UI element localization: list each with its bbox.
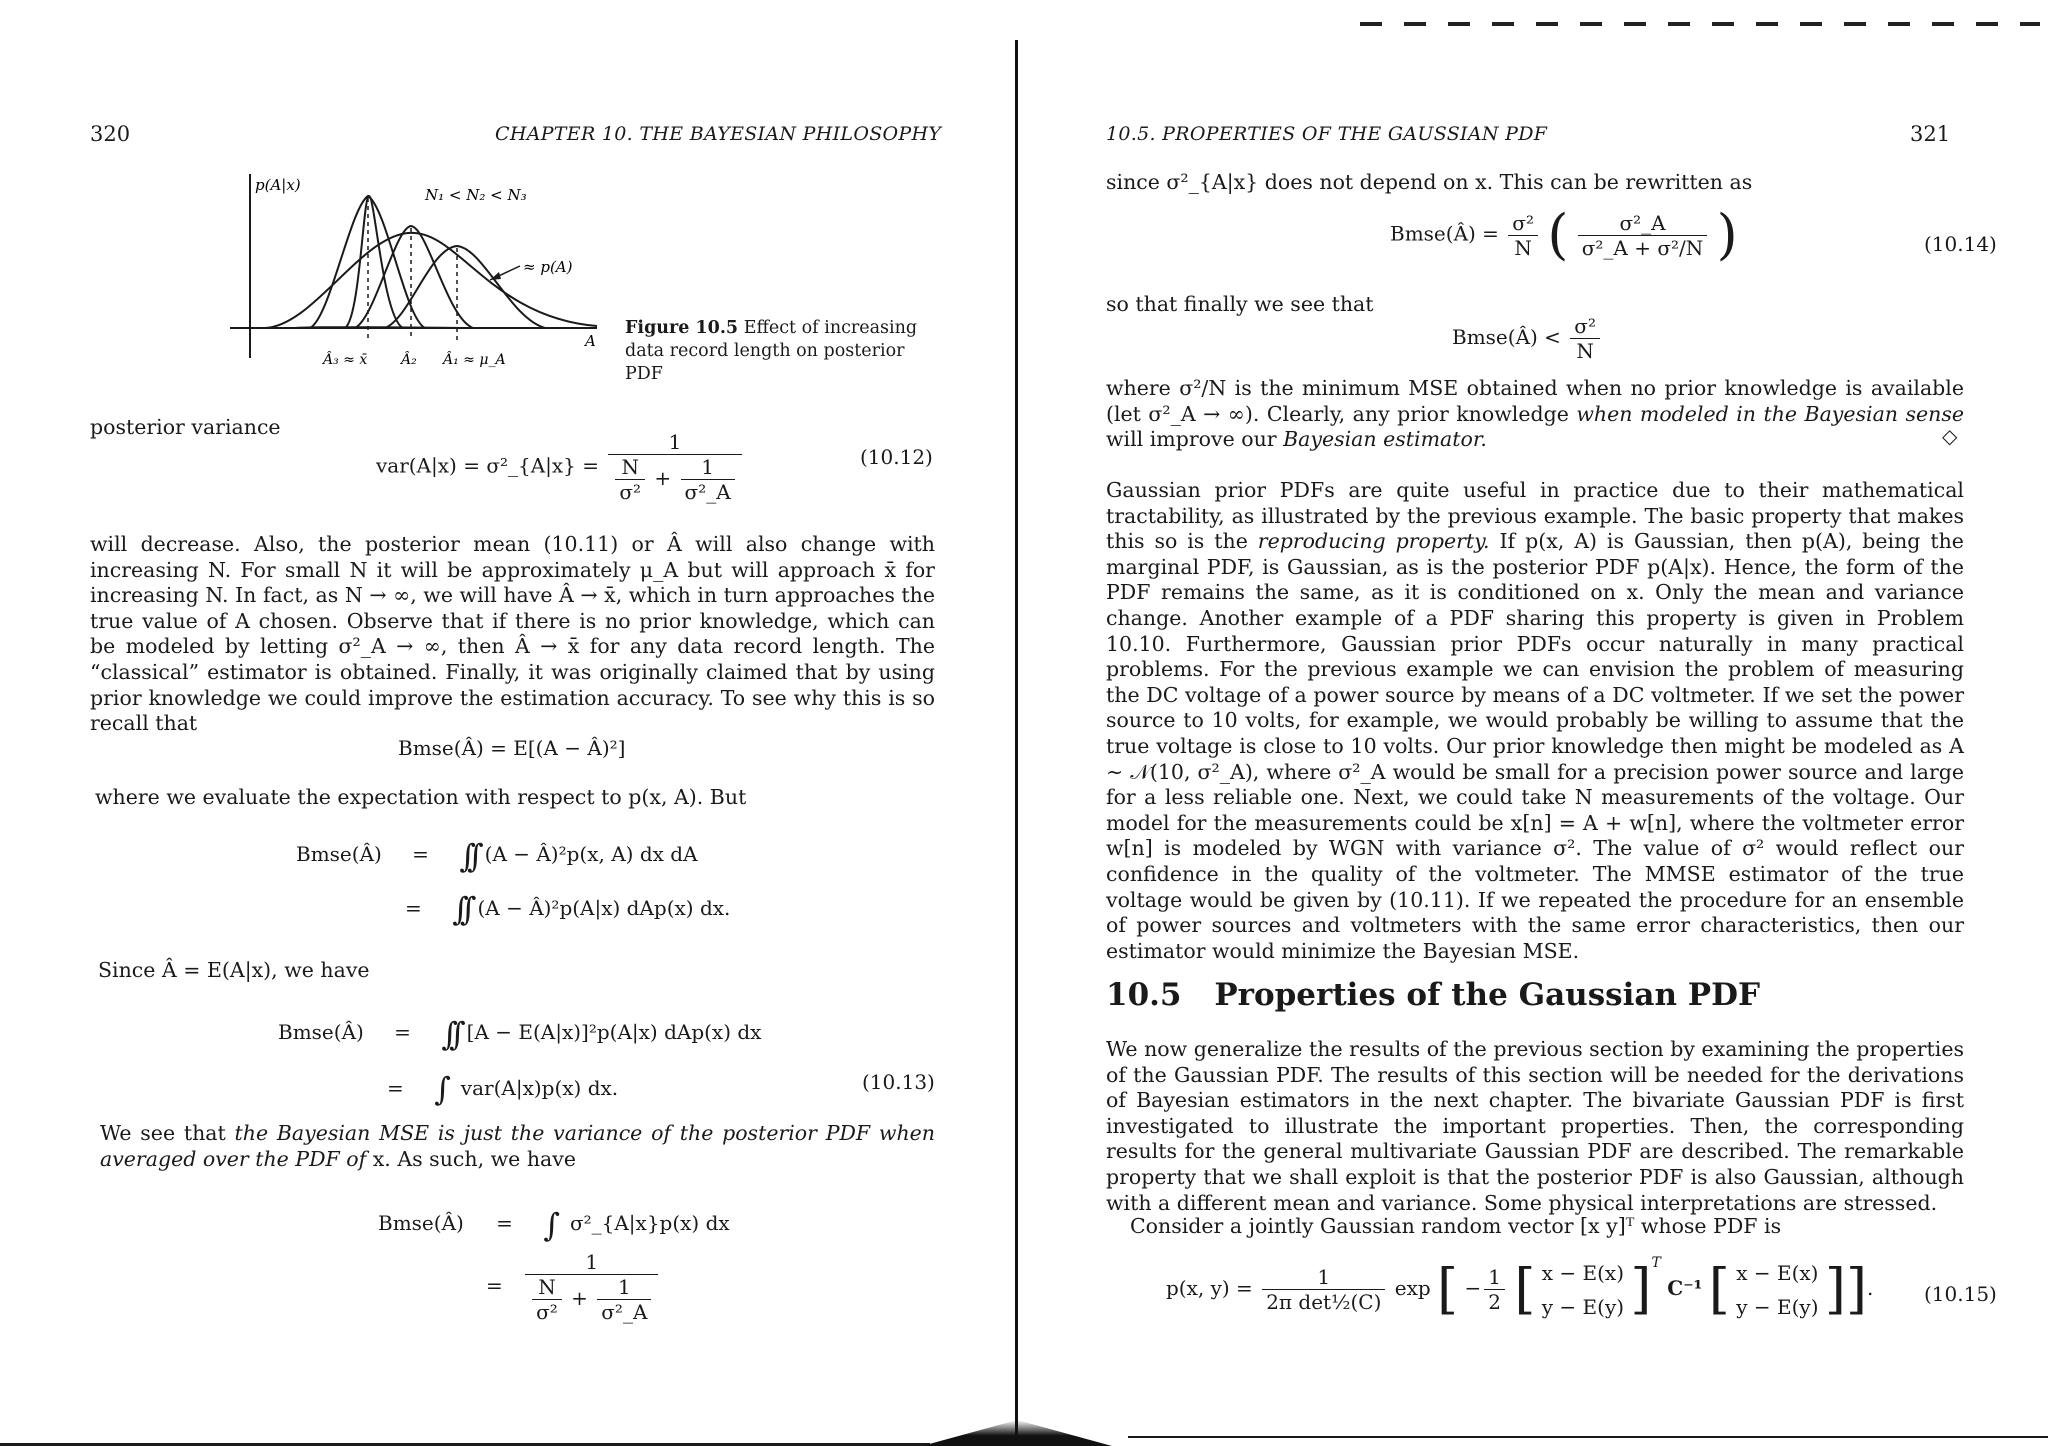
eq-final-eq2: = [486, 1273, 503, 1297]
open-paren: ( [1547, 203, 1569, 266]
eq-10-13-row-2 [278, 1061, 761, 1117]
eq-10-13-lhs: Bmse(Â) [278, 1020, 364, 1044]
vec-bottom: y − E(y) [1541, 1294, 1625, 1319]
eq-10-12-plus: + [654, 466, 672, 490]
eq-10-14-num: σ² [1512, 210, 1534, 235]
end-of-example-mark: ◇ [1942, 424, 1958, 448]
figure-caption-label: Figure 10.5 [625, 318, 739, 338]
paragraph-gaussian-priors [1106, 478, 1964, 964]
eq-ineq-den: N [1570, 338, 1600, 363]
eq-final-den-a [532, 1275, 562, 1324]
running-header: 10.5. PROPERTIES OF THE GAUSSIAN PDF [1106, 123, 1548, 145]
integral-sign: ∫ [543, 1205, 560, 1244]
eq-10-13-eq2: = [387, 1075, 404, 1100]
equation-bmse-integral [296, 828, 730, 935]
eq-bmse-integral-lhs: Bmse(Â) [296, 842, 382, 866]
section-title: Properties of the Gaussian PDF [1214, 977, 1761, 1013]
eq-10-15-half-num: 1 [1488, 1265, 1501, 1289]
double-integral-sign: ∫∫ [452, 890, 468, 928]
eq-10-14-inner [1578, 211, 1708, 260]
equation-bmse-definition: Bmse(Â) = E[(A − Â)²] [398, 736, 626, 760]
vec-top: x − E(x) [1541, 1260, 1625, 1285]
paragraph-minimum-mse-italic: when modeled in the Bayesian sense [1576, 401, 1964, 426]
eq-10-12-den-a-top: N [621, 455, 639, 479]
eq-final-den-b-bottom: σ²_A [597, 1299, 651, 1324]
paragraph-does-not-depend: since σ²_{A|x} does not depend on x. This can be rewritten as [1106, 170, 1753, 194]
posterior-pdf-figure [225, 168, 605, 368]
section-number: 10.5 [1106, 977, 1182, 1013]
close-paren: ) [1716, 203, 1738, 266]
eq-10-12-lhs: var(A|x) = σ²_{A|x} = [376, 453, 600, 478]
eq-final-line1: σ²_{A|x}p(x) dx [569, 1211, 730, 1235]
eq-10-12-den [608, 454, 741, 504]
prior-label: ≈ p(A) [523, 258, 573, 276]
eq-10-15-vector [1542, 1256, 1624, 1324]
eq-10-15-half-den: 2 [1484, 1289, 1505, 1314]
posterior-pdf-curve-n3 [385, 246, 545, 328]
eq-10-15-num: 1 [1317, 1265, 1331, 1289]
paragraph-bayesian-mse-a: We see that [100, 1121, 226, 1145]
eq-bmse-integral-line2: (A − Â)²p(A|x) dAp(x) dx. [477, 895, 731, 920]
eq-10-12-den-b [681, 455, 735, 504]
paragraph-posterior-variance: posterior variance [90, 415, 281, 439]
vec2-close-bracket: ] [1824, 1257, 1846, 1321]
right-page [1018, 0, 2048, 1446]
eq-final-row-2 [378, 1250, 730, 1324]
paragraph-gaussian-priors-b: If p(x, A) is Gaussian, then p(A), being the marginal PDF, is Gaussian, as is the posterior PDF p(A|x). Hence, the form of the PDF remains the same, as it is conditioned on x. Only the mean and variance change. Another example of a PDF sharing this property is given in Problem 10.10. Furthermore, Gaussian prior PDFs occur naturally in many practical problems. For the previous example we can envision the problem of measuring the DC voltage of a power source by means of a DC voltmeter. If we set the power source to 10 volts, for example, we would probably be willing to assume that the true voltage is close to 10 volts. Our prior knowledge then might be modeled as A ∼ 𝒩(10, σ²_A), where σ²_A would be small for a precision power source and large for a less reliable one. Next, we could take N measurements of the voltage. Our model for the measurements could be x[n] = A + w[n], where the voltmeter error w[n] is modeled by WGN with variance σ². The value of σ² would reflect our confidence in the quality of the voltmeter. The MMSE estimator of the true voltage would be given by (10.11). If we repeated the procedure for an ensemble of power sources and voltmeters with the same error characteristics, then our estimator would minimize the Bayesian MSE. [1106, 529, 1964, 963]
equation-number-10-14: (10.14) [1924, 232, 1997, 256]
eq-10-15-vector-2 [1736, 1256, 1818, 1324]
paragraph-gaussian-priors-italic: reproducing property. [1257, 529, 1490, 554]
paragraph-generalize: We now generalize the results of the previous section by examining the properties of the Gaussian PDF. The results of this section will be needed for the derivations of Bayesian estimators in the next chapter. The bivariate Gaussian PDF is first investigated to illustrate the important properties. Then, the corresponding results for the general multivariate Gaussian PDF are described. The remarkable property that we shall exploit is that the posterior PDF is also Gaussian, although with a different mean and variance. Some physical interpretations are stressed. [1106, 1037, 1964, 1215]
eq-final-lhs: Bmse(Â) [378, 1211, 464, 1235]
paragraph-posterior-mean: will decrease. Also, the posterior mean (10.11) or Â will also change with increasing N. For small N it will be approximately μ_A but will approach x̄ for increasing N. In fact, as N → ∞, we will have Â → x̄, which in turn approaches the true value of A chosen. Observe that if there is no prior knowledge, which can be modeled by letting σ²_A → ∞, then Â → x̄ for any data record length. The “classical” estimator is obtained. Finally, it was originally claimed that by using prior knowledge we could improve the estimation accuracy. To see why this is so recall that [90, 532, 935, 736]
eq-ineq-lhs: Bmse(Â) < [1452, 325, 1561, 349]
eq-final-den [525, 1274, 658, 1324]
paragraph-minimum-mse-b: will improve our [1106, 427, 1277, 452]
eq-bmse-integral-line1: (A − Â)²p(x, A) dx dA [484, 842, 698, 866]
relation-label: N₁ < N₂ < N₃ [425, 186, 527, 204]
paragraph-bayesian-mse-italic: the Bayesian MSE is just the variance of the posterior PDF when averaged over the PDF of [100, 1121, 936, 1171]
bottom-rule [1128, 1436, 2048, 1438]
eq-10-13-line2: var(A|x)p(x) dx. [460, 1075, 619, 1100]
equation-number-10-13: (10.13) [862, 1070, 935, 1094]
eq-final-fraction [525, 1250, 658, 1324]
eq-10-12-den-a-bottom: σ² [615, 479, 645, 504]
eq-bmse-integral-row-1 [296, 828, 730, 882]
eq-final-den-b [597, 1275, 651, 1324]
eq-bmse-integral-eq2: = [405, 895, 422, 920]
eq-10-15-den: 2π det½(C) [1262, 1289, 1385, 1314]
eq-ineq-num: σ² [1574, 314, 1596, 338]
prior-pdf-curve [265, 233, 597, 328]
eq-10-12-num: 1 [668, 430, 682, 454]
vec-open-bracket: [ [1514, 1257, 1536, 1321]
paragraph-so-that: so that finally we see that [1106, 292, 1374, 316]
eq-10-14-lhs: Bmse(Â) = [1390, 221, 1499, 246]
page-number: 321 [1910, 122, 1951, 146]
integral-sign: ∫ [434, 1070, 451, 1108]
double-integral-sign: ∫∫ [441, 1014, 457, 1053]
double-integral-sign: ∫∫ [459, 836, 475, 875]
eq-final-row-1 [378, 1198, 730, 1250]
eq-10-13-row-1 [278, 1005, 761, 1061]
open-bracket: [ [1437, 1257, 1459, 1321]
eq-bmse-integral-row-2 [296, 882, 730, 936]
paragraph-minimum-mse [1106, 376, 1964, 453]
equation-bmse-final [378, 1198, 730, 1324]
equation-inequality [1452, 314, 1603, 363]
eq-final-num: 1 [585, 1249, 599, 1274]
x-axis-label: A [585, 332, 596, 350]
eq-bmse-integral-eq1: = [412, 842, 429, 866]
paragraph-since: Since Â = E(A|x), we have [98, 958, 370, 982]
eq-final-den-b-top: 1 [617, 1274, 631, 1299]
paragraph-minimum-mse-a: where σ²/N is the minimum MSE obtained when no prior knowledge is available (let σ²_A → ∞). Clearly, any prior knowledge [1106, 376, 1964, 426]
left-page [0, 0, 1015, 1446]
eq-10-15-half [1484, 1265, 1505, 1314]
eq-10-13-eq1: = [394, 1020, 411, 1044]
equation-10-13 [278, 1005, 761, 1116]
figure-caption-text: Effect of increasing data record length on posterior PDF [625, 318, 918, 384]
eq-final-plus: + [571, 1285, 588, 1310]
paragraph-bayesian-mse [100, 1121, 935, 1172]
vec-close-bracket: ] [1630, 1257, 1652, 1321]
cinv: C⁻¹ [1667, 1276, 1703, 1300]
paragraph-consider: Consider a jointly Gaussian random vector [x y]ᵀ whose PDF is [1130, 1214, 1782, 1238]
eq-10-14-den: N [1508, 235, 1538, 260]
eq-10-14-frac [1508, 211, 1538, 260]
y-axis-label: p(A|x) [255, 176, 301, 194]
section-heading [1106, 977, 1760, 1013]
eq-final-den-a-bottom: σ² [532, 1299, 562, 1324]
eq-10-12-den-a [615, 455, 645, 504]
eq-10-13-line1: [A − E(A|x)]²p(A|x) dAp(x) dx [466, 1020, 762, 1044]
tick-label-a2: Â₂ [401, 352, 417, 368]
equation-number-10-12: (10.12) [860, 445, 933, 469]
close-bracket: ] [1845, 1257, 1868, 1321]
transpose-mark: T [1651, 1255, 1661, 1271]
equation-10-12 [376, 430, 745, 504]
tick-label-a1: Â₁ ≈ μ_A [443, 352, 506, 368]
running-header: CHAPTER 10. THE BAYESIAN PHILOSOPHY [495, 123, 942, 145]
figure-caption [625, 317, 930, 386]
paragraph-bayesian-mse-b: x. As such, we have [372, 1146, 576, 1171]
eq-10-12-fraction [608, 430, 741, 504]
vec2-open-bracket: [ [1708, 1257, 1730, 1321]
paragraph-minimum-mse-italic2: Bayesian estimator. [1283, 427, 1487, 452]
page-number: 320 [90, 122, 131, 146]
eq-final-den-a-top: N [538, 1274, 556, 1299]
equation-10-14 [1390, 203, 1738, 266]
paragraph-gaussian-priors-a: Gaussian prior PDFs are quite useful in practice due to their mathematical tractability, as illustrated by the previous example. The basic property that makes this so is the [1106, 478, 1964, 554]
equation-number-10-15: (10.15) [1924, 1282, 1997, 1306]
vec2-top: x − E(x) [1736, 1260, 1819, 1285]
eq-10-15-minus: − [1464, 1276, 1482, 1300]
eq-10-14-inner-num: σ²_A [1619, 210, 1666, 235]
equation-10-15: p(x, y) = $\frac{1}{\text{2π det½(C)}}$ exp [ − $\frac{1}{2}$ [ x − E(x) y − E(y) ]$^T$ C⁻¹ [ x − E(x) y − E(y) ]]. [1166, 1255, 1873, 1324]
eq-10-15-frac [1262, 1265, 1385, 1314]
eq-final-eq1: = [496, 1211, 513, 1235]
eq-10-15-lhs: p(x, y) = [1166, 1276, 1253, 1300]
eq-10-15-exp: exp [1394, 1276, 1431, 1300]
eq-10-12-den-b-bottom: σ²_A [681, 479, 735, 504]
tick-label-a3: Â₃ ≈ x̄ [323, 352, 368, 368]
eq-10-14-inner-den: σ²_A + σ²/N [1578, 235, 1708, 260]
paragraph-expectation: where we evaluate the expectation with respect to p(x, A). But [95, 785, 747, 809]
eq-ineq-frac [1570, 314, 1600, 363]
eq-10-12-den-b-top: 1 [701, 455, 714, 479]
vec2-bottom: y − E(y) [1736, 1294, 1819, 1319]
